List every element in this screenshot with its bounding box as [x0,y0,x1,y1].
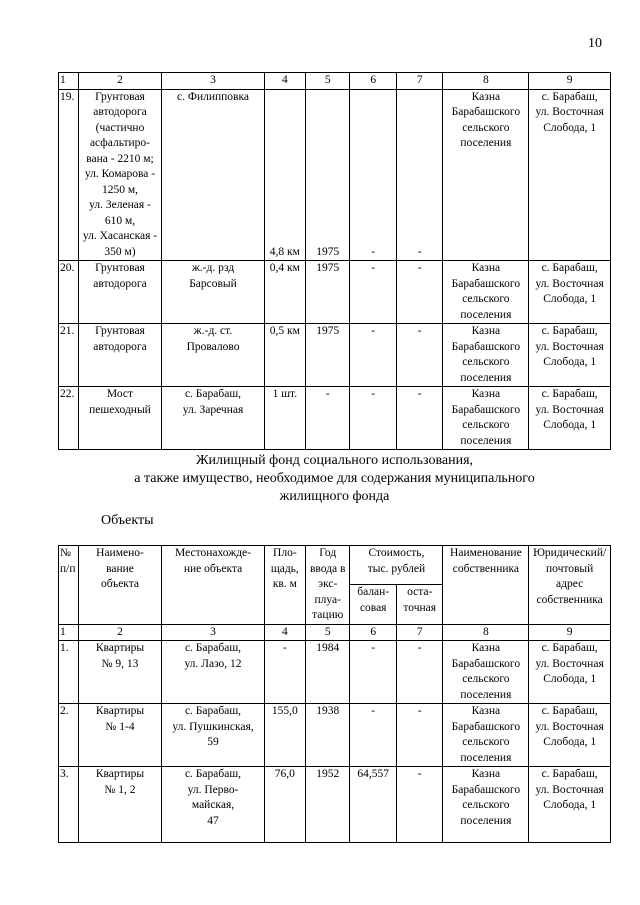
table-cell: 1 [59,73,79,90]
table-cell: 0,5 км [264,324,305,387]
table-cell: Казна Барабашского сельского поселения [443,261,529,324]
table-cell: 4,8 км [264,89,305,261]
table-cell: 9 [529,624,611,641]
table-cell: - [350,324,397,387]
table-cell: 1. [59,641,79,704]
table-cell: - [306,387,350,450]
table-cell: - [350,89,397,261]
table-cell: с. Барабаш, ул. Перво- майская, 47 [162,767,264,843]
header-num: № п/п [59,546,79,625]
table-cell: - [396,89,443,261]
table-cell: - [396,641,443,704]
table-cell: Казна Барабашского сельского поселения [443,767,529,843]
index-row [59,624,611,641]
table-cell: Грунтовая автодорога [78,324,162,387]
table-cell: с. Барабаш, ул. Восточная Слобода, 1 [529,387,611,450]
table-cell: Квартиры № 1-4 [78,704,162,767]
table-cell: 1975 [306,89,350,261]
table-row [59,704,611,767]
table-cell: 5 [306,73,350,90]
table-cell: Казна Барабашского сельского поселения [443,89,529,261]
table-cell: - [396,387,443,450]
table-cell: 2 [78,624,162,641]
header-residual: оста- точная [396,585,443,624]
table-row [59,261,611,324]
table-row [59,89,611,261]
table-cell: Грунтовая автодорога [78,261,162,324]
table-row [59,641,611,704]
table-cell: с. Барабаш, ул. Восточная Слобода, 1 [529,324,611,387]
table-cell: 6 [350,73,397,90]
table-cell: 4 [264,73,305,90]
table-cell: 0,4 км [264,261,305,324]
table-row [59,767,611,843]
table-cell: Казна Барабашского сельского поселения [443,324,529,387]
table-row [59,324,611,387]
table-cell: - [350,261,397,324]
header-cost: Стоимость, тыс. рублей [350,546,443,585]
table-cell: - [350,641,397,704]
table-cell: Квартиры № 9, 13 [78,641,162,704]
table-cell: 1984 [306,641,350,704]
table-cell: 5 [306,624,350,641]
table-cell: 3. [59,767,79,843]
header-balance: балан- совая [350,585,397,624]
table-cell: 19. [59,89,79,261]
table-cell: 3 [162,624,264,641]
table-cell: - [350,704,397,767]
table-cell: Грунтовая автодорога (частично асфальтиро- вана - 2210 м; ул. Комарова - 1250 м, ул. Зеленая - 610 м, ул. Хасанская - 350 м) [78,89,162,261]
table-cell: 1952 [306,767,350,843]
table-cell: 9 [529,73,611,90]
table-cell: 6 [350,624,397,641]
table-cell: ж.-д. ст. Провалово [162,324,264,387]
table-cell: 8 [443,73,529,90]
table-cell: с. Барабаш, ул. Восточная Слобода, 1 [529,89,611,261]
table-cell: 7 [396,624,443,641]
table-cell: - [264,641,305,704]
table-cell: Квартиры № 1, 2 [78,767,162,843]
table-cell: с. Барабаш, ул. Восточная Слобода, 1 [529,704,611,767]
table-cell: 64,557 [350,767,397,843]
table-cell: - [396,261,443,324]
table-cell: 21. [59,324,79,387]
table-cell: Казна Барабашского сельского поселения [443,704,529,767]
header-location: Местонахожде- ние объекта [162,546,264,625]
table-cell: с. Барабаш, ул. Пушкинская, 59 [162,704,264,767]
table-cell: с. Барабаш, ул. Восточная Слобода, 1 [529,261,611,324]
table-cell: - [396,767,443,843]
header-year: Год ввода в экс- плуа- тацию [306,546,350,625]
table-cell: 1 [59,624,79,641]
objects-label: Объекты [101,513,154,528]
table-cell: ж.-д. рзд Барсовый [162,261,264,324]
table-cell: - [396,324,443,387]
table-cell: 4 [264,624,305,641]
table-cell: Казна Барабашского сельского поселения [443,387,529,450]
header-row [59,73,611,90]
table-cell: - [350,387,397,450]
table-cell: 1975 [306,261,350,324]
section-heading: Жилищный фонд социального использования, а также имущество, необходимое для содержания муниципального жилищного фонда [134,453,535,504]
table-cell: 1 шт. [264,387,305,450]
table-cell: 155,0 [264,704,305,767]
table-cell: 7 [396,73,443,90]
table-cell: 76,0 [264,767,305,843]
table-cell: Мост пешеходный [78,387,162,450]
header-row [59,546,611,585]
table-cell: Казна Барабашского сельского поселения [443,641,529,704]
header-address: Юридический/ почтовый адрес собственника [529,546,611,625]
table-cell: - [396,704,443,767]
housing-fund-table [58,545,611,843]
table-cell: с. Барабаш, ул. Заречная [162,387,264,450]
table-cell: 8 [443,624,529,641]
table-cell: 3 [162,73,264,90]
table-cell: 1975 [306,324,350,387]
header-area: Пло- щадь, кв. м [264,546,305,625]
table-cell: с. Барабаш, ул. Восточная Слобода, 1 [529,641,611,704]
table-cell: с. Барабаш, ул. Восточная Слобода, 1 [529,767,611,843]
page-number: 10 [588,36,602,51]
header-name: Наимено- вание объекта [78,546,162,625]
table-cell: с. Филипповка [162,89,264,261]
table-cell: 2. [59,704,79,767]
road-assets-table [58,72,611,450]
table-cell: с. Барабаш, ул. Лазо, 12 [162,641,264,704]
table-row [59,387,611,450]
table-cell: 1938 [306,704,350,767]
header-owner: Наименование собственника [443,546,529,625]
table-cell: 2 [78,73,162,90]
table-cell: 20. [59,261,79,324]
table-cell: 22. [59,387,79,450]
